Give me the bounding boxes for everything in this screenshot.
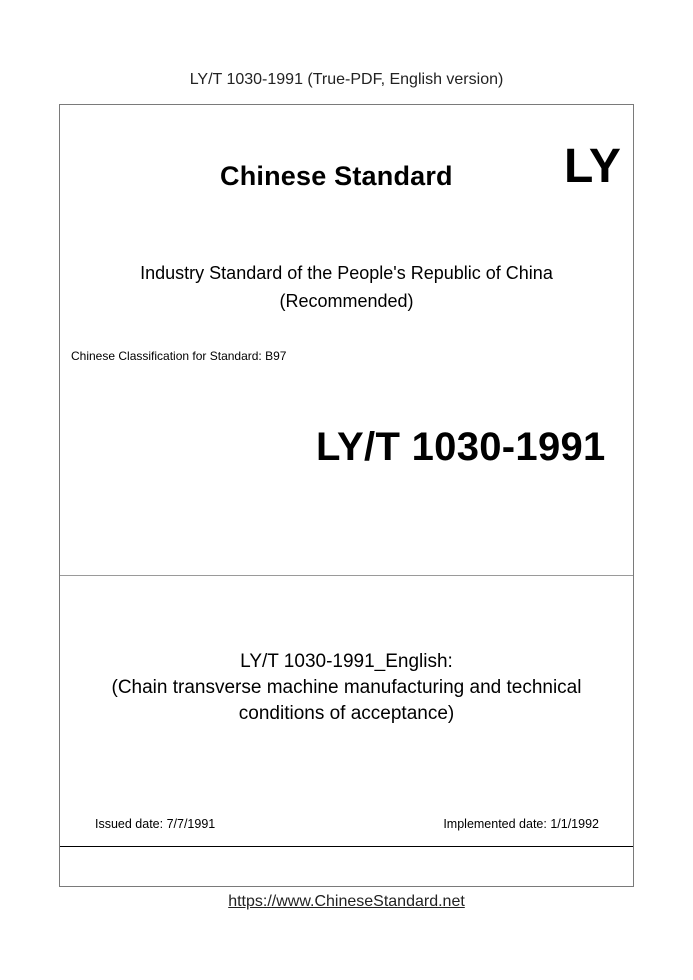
industry-line-2: (Recommended) [279, 291, 414, 311]
page-header: LY/T 1030-1991 (True-PDF, English version) [189, 71, 504, 88]
document-title [60, 649, 633, 727]
document-info-section [60, 576, 633, 846]
standard-number: LY/T 1030-1991 [316, 425, 606, 469]
document-title-line-3: conditions of acceptance) [238, 703, 455, 724]
cover-top-section [60, 105, 633, 575]
website-link[interactable]: https://www.ChineseStandard.net [228, 893, 465, 910]
document-title-line-2: (Chain transverse machine manufacturing and technical [111, 677, 582, 698]
bottom-divider [60, 846, 633, 847]
implemented-date: Implemented date: 1/1/1992 [443, 817, 599, 831]
issued-date: Issued date: 7/7/1991 [95, 817, 216, 831]
document-title-line-1: LY/T 1030-1991_English: [240, 651, 453, 672]
ly-logo: LY [564, 140, 621, 193]
cover-frame [59, 104, 634, 887]
industry-statement [60, 259, 633, 315]
classification-text: Chinese Classification for Standard: B97 [71, 349, 287, 363]
standard-title: Chinese Standard [220, 161, 453, 191]
industry-line-1: Industry Standard of the People's Republic of China [140, 263, 553, 283]
